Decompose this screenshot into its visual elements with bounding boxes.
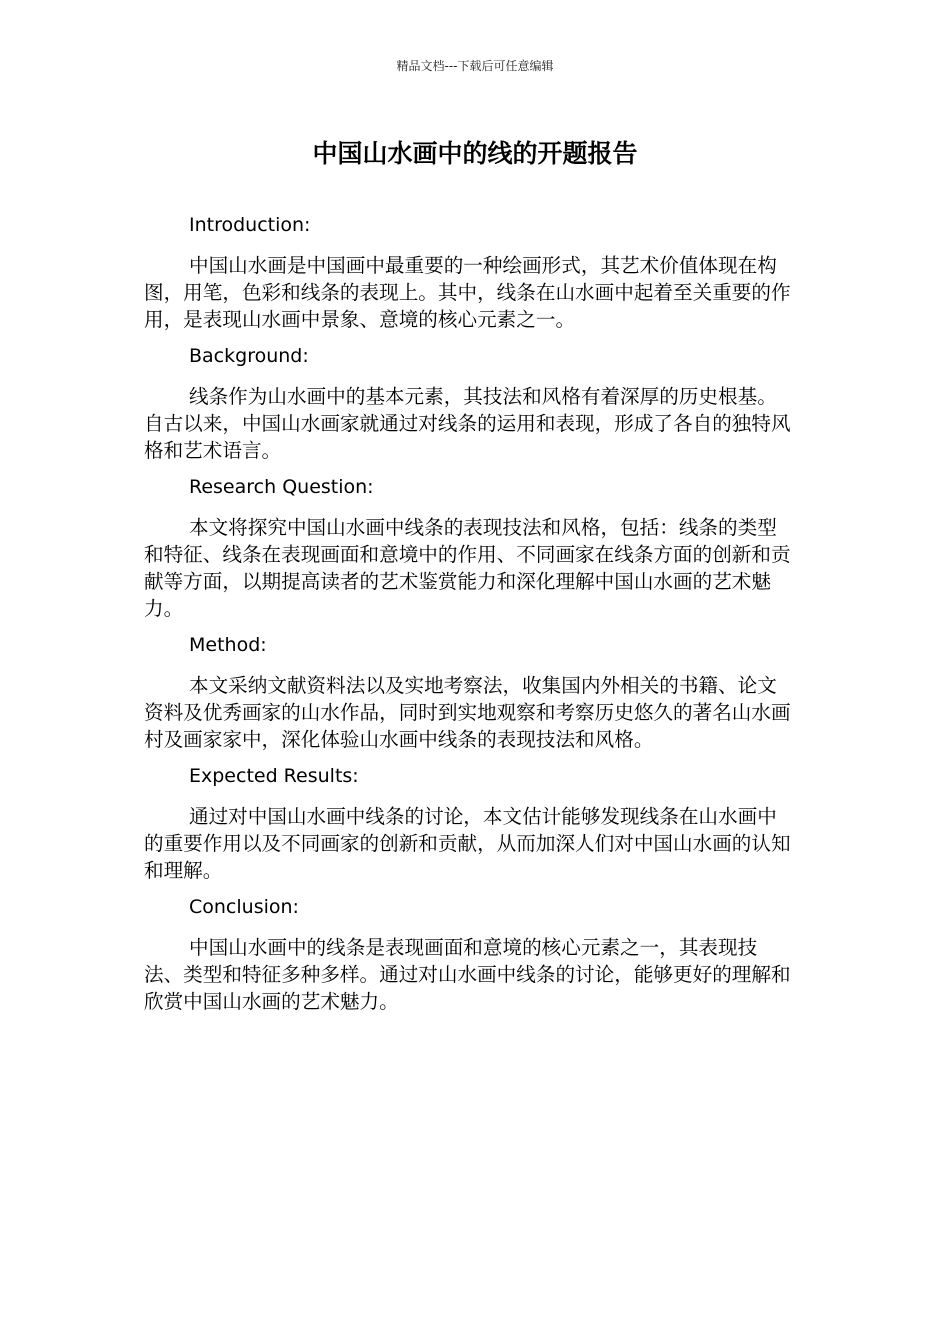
section-heading: Background: xyxy=(189,345,309,367)
section-heading: Research Question: xyxy=(189,476,374,498)
section-introduction xyxy=(144,212,794,333)
document-body xyxy=(144,212,794,1025)
section-paragraph: 本文采纳文献资料法以及实地考察法，收集国内外相关的书籍、论文资料及优秀画家的山水作品，同时到实地观察和考察历史悠久的著名山水画村及画家家中，深化体验山水画中线条的表现技法和风格。 xyxy=(144,674,791,751)
section-expected-results xyxy=(144,763,794,884)
section-paragraph: 中国山水画中的线条是表现画面和意境的核心元素之一，其表现技法、类型和特征多种多样。通过对山水画中线条的讨论，能够更好的理解和欣赏中国山水画的艺术魅力。 xyxy=(144,936,791,1013)
section-background xyxy=(144,343,794,464)
document-title: 中国山水画中的线的开题报告 xyxy=(312,139,638,168)
section-paragraph: 通过对中国山水画中线条的讨论，本文估计能够发现线条在山水画中的重要作用以及不同画家的创新和贡献，从而加深人们对中国山水画的认知和理解。 xyxy=(144,805,791,882)
section-heading: Introduction: xyxy=(189,214,311,236)
section-heading: Conclusion: xyxy=(189,896,299,918)
section-method xyxy=(144,632,794,753)
section-research-question xyxy=(144,474,794,622)
section-paragraph: 中国山水画是中国画中最重要的一种绘画形式，其艺术价值体现在构图，用笔，色彩和线条的表现上。其中，线条在山水画中起着至关重要的作用，是表现山水画中景象、意境的核心元素之一。 xyxy=(144,254,791,331)
section-paragraph: 本文将探究中国山水画中线条的表现技法和风格，包括：线条的类型和特征、线条在表现画面和意境中的作用、不同画家在线条方面的创新和贡献等方面，以期提高读者的艺术鉴赏能力和深化理解中国山水画的艺术魅力。 xyxy=(144,516,791,620)
section-conclusion xyxy=(144,894,794,1015)
header-note: 精品文档---下载后可任意编辑 xyxy=(396,59,554,73)
section-heading: Expected Results: xyxy=(189,765,359,787)
section-paragraph: 线条作为山水画中的基本元素，其技法和风格有着深厚的历史根基。自古以来，中国山水画家就通过对线条的运用和表现，形成了各自的独特风格和艺术语言。 xyxy=(144,385,791,462)
section-heading: Method: xyxy=(189,634,267,656)
